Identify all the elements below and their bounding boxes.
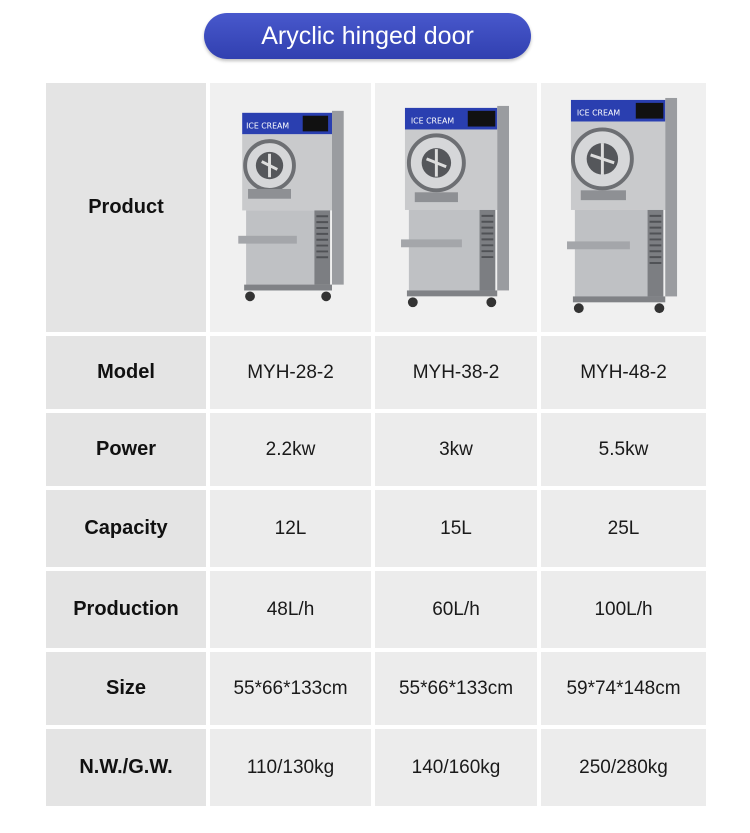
capacity-value: 15L <box>375 490 541 571</box>
row-label-model: Model <box>46 336 210 413</box>
size-value: 55*66*133cm <box>375 652 541 729</box>
ice-cream-machine-icon <box>396 102 516 314</box>
model-value: MYH-48-2 <box>541 336 706 413</box>
spec-table <box>46 83 706 806</box>
size-value: 55*66*133cm <box>210 652 375 729</box>
row-label-product: Product <box>46 83 210 336</box>
ice-cream-machine-icon <box>562 96 686 320</box>
row-label-power: Power <box>46 413 210 490</box>
capacity-value: 12L <box>210 490 375 571</box>
svg-text:ICE CREAM: ICE CREAM <box>410 116 455 126</box>
page-title: Aryclic hinged door <box>204 13 531 59</box>
model-value: MYH-38-2 <box>375 336 541 413</box>
row-label-weight: N.W./G.W. <box>46 729 210 806</box>
product-image-1 <box>210 83 375 336</box>
weight-value: 250/280kg <box>541 729 706 806</box>
svg-text:ICE CREAM: ICE CREAM <box>576 108 620 118</box>
capacity-value: 25L <box>541 490 706 571</box>
production-value: 60L/h <box>375 571 541 652</box>
model-value: MYH-28-2 <box>210 336 375 413</box>
ice-cream-machine-icon <box>231 105 351 310</box>
row-label-size: Size <box>46 652 210 729</box>
power-value: 3kw <box>375 413 541 490</box>
weight-value: 110/130kg <box>210 729 375 806</box>
row-label-capacity: Capacity <box>46 490 210 571</box>
power-value: 2.2kw <box>210 413 375 490</box>
row-label-production: Production <box>46 571 210 652</box>
power-value: 5.5kw <box>541 413 706 490</box>
weight-value: 140/160kg <box>375 729 541 806</box>
production-value: 100L/h <box>541 571 706 652</box>
product-image-2 <box>375 83 541 336</box>
production-value: 48L/h <box>210 571 375 652</box>
product-image-3 <box>541 83 706 336</box>
size-value: 59*74*148cm <box>541 652 706 729</box>
svg-text:ICE CREAM: ICE CREAM <box>245 121 289 131</box>
